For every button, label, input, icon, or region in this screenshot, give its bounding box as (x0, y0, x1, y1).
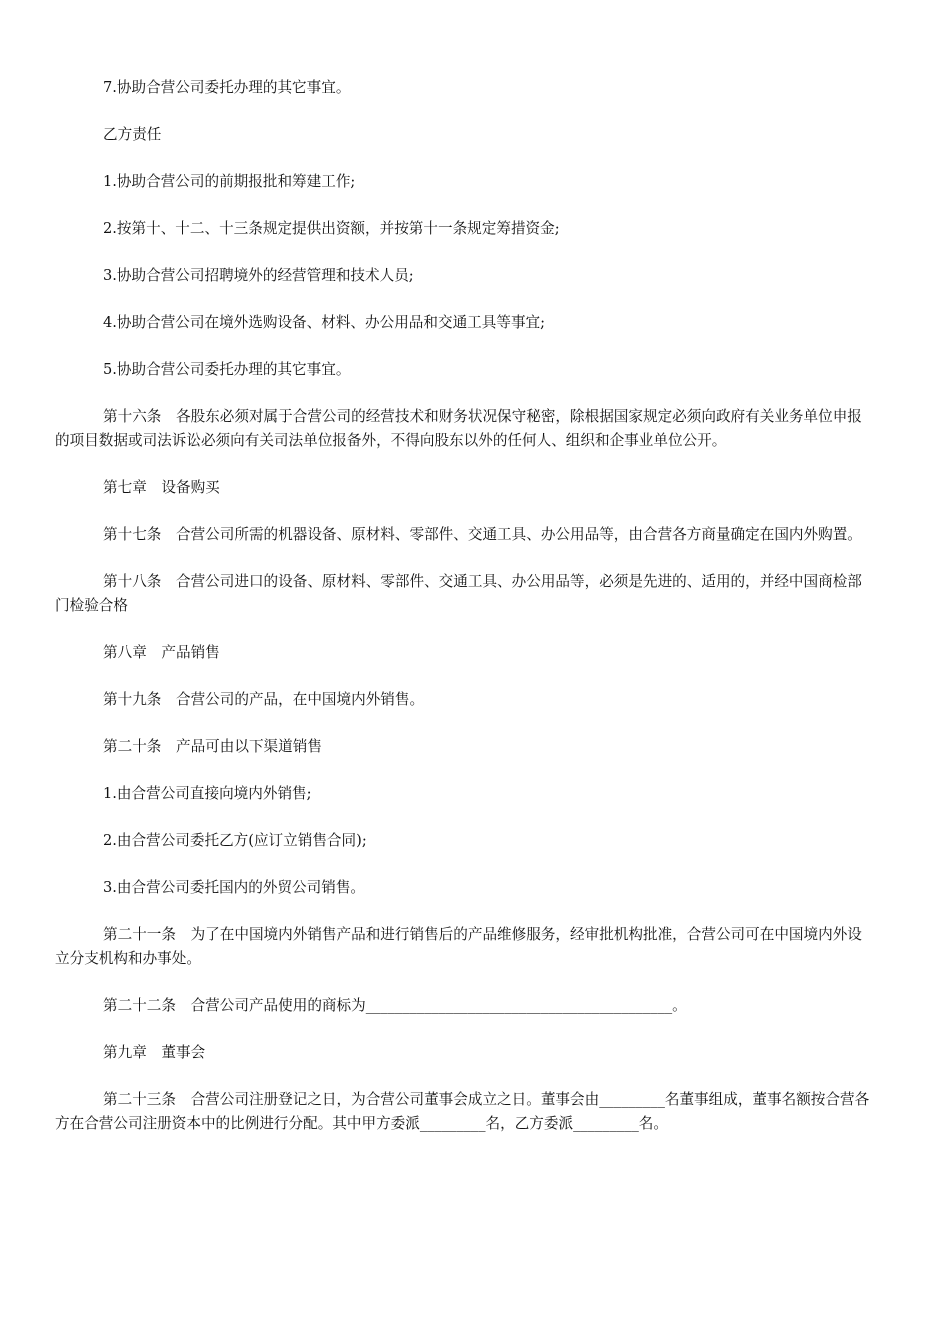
article-paragraph: 第二十一条 为了在中国境内外销售产品和进行销售后的产品维修服务，经审批机构批准，合营公司可在中国境内外设立分支机构和办事处。 (55, 926, 862, 967)
list-item: 3.由合营公司委托国内的外贸公司销售。 (103, 879, 366, 896)
article-paragraph: 第十九条 合营公司的产品，在中国境内外销售。 (103, 691, 425, 708)
article-paragraph: 第二十二条 合营公司产品使用的商标为__________________________________________。 (103, 997, 687, 1014)
chapter-heading: 第九章 董事会 (103, 1044, 206, 1061)
section-heading: 乙方责任 (103, 126, 162, 143)
document-page (55, 76, 875, 1136)
list-item: 5.协助合营公司委托办理的其它事宜。 (103, 361, 351, 378)
list-item: 2.按第十、十二、十三条规定提供出资额，并按第十一条规定筹措资金; (103, 220, 560, 237)
list-item: 2.由合营公司委托乙方(应订立销售合同); (103, 832, 367, 849)
list-item: 4.协助合营公司在境外选购设备、材料、办公用品和交通工具等事宜; (103, 314, 546, 331)
article-paragraph: 第十七条 合营公司所需的机器设备、原材料、零部件、交通工具、办公用品等，由合营各方商量确定在国内外购置。 (103, 526, 862, 543)
list-item: 1.协助合营公司的前期报批和筹建工作; (103, 173, 356, 190)
article-paragraph: 第十六条 各股东必须对属于合营公司的经营技术和财务状况保守秘密，除根据国家规定必须向政府有关业务单位申报的项目数据或司法诉讼必须向有关司法单位报备外，不得向股东以外的任何人、组织和企事业单位公开。 (55, 408, 862, 449)
paragraph: 7.协助合营公司委托办理的其它事宜。 (103, 79, 351, 96)
chapter-heading: 第七章 设备购买 (103, 479, 220, 496)
list-item: 3.协助合营公司招聘境外的经营管理和技术人员; (103, 267, 414, 284)
article-paragraph: 第十八条 合营公司进口的设备、原材料、零部件、交通工具、办公用品等，必须是先进的、适用的，并经中国商检部门检验合格 (55, 573, 862, 614)
article-paragraph: 第二十条 产品可由以下渠道销售 (103, 738, 322, 755)
chapter-heading: 第八章 产品销售 (103, 644, 220, 661)
article-paragraph: 第二十三条 合营公司注册登记之日，为合营公司董事会成立之日。董事会由_________名董事组成，董事名额按合营各方在合营公司注册资本中的比例进行分配。其中甲方委派_________名，乙方委派_________名。 (55, 1091, 870, 1132)
list-item: 1.由合营公司直接向境内外销售; (103, 785, 312, 802)
